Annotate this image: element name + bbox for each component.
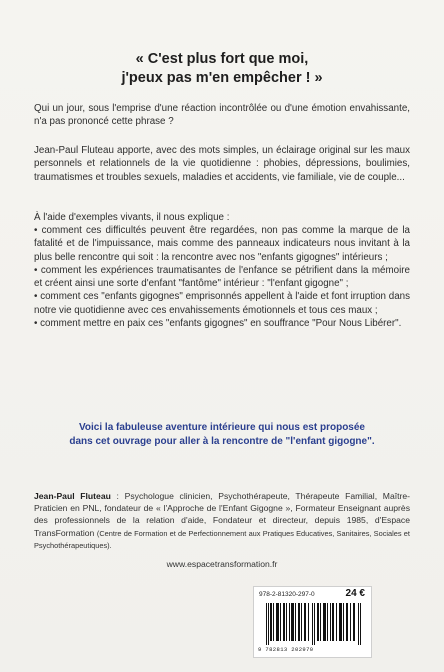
- author-affiliation: (Centre de Formation et de Perfectionnement aux Pratiques Educatives, Sanitaires, Sociales et Psychothérapeutiques).: [34, 528, 410, 551]
- price-tag: 24 €: [345, 588, 365, 599]
- explanation-list: [34, 224, 410, 330]
- description-paragraph: Jean-Paul Fluteau apporte, avec des mots simples, un éclairage original sur les maux personnels et relationnels de la vie quotidienne : phobies, dépressions, boulimies, traumatismes et troubles sexuels, maladies et accidents, vie familiale, vie de couple...: [34, 145, 410, 183]
- headline-quote: [40, 50, 404, 88]
- intro-paragraph: Qui un jour, sous l'emprise d'une réaction incontrôlée ou d'une émotion envahissante, n'a pas prononcé cette phrase ?: [34, 103, 410, 128]
- list-item: • comment ces difficultés peuvent être regardées, non pas comme la marque de la fatalité et de l'impuissance, mais comme des panneaux indicateurs nous invitant à la plus belle rencontre qui soit : la rencontre avec nos "enfants gigognes" intérieurs ;: [34, 225, 410, 263]
- author-bio: [34, 490, 410, 552]
- examples-lead: À l'aide d'exemples vivants, il nous explique :: [34, 212, 230, 223]
- author-description: : Psychologue clinicien, Psychothérapeute, Thérapeute Familial, Maître-Praticien en PNL, fondateur de « l'Approche de l'Enfant Gigogne », Formateur Enseignant auprès des professionnels de la relation d'aide, Fondateur et directeur, depuis 1985, d'Espace TransFormation: [34, 491, 410, 538]
- list-item: • comment les expériences traumatisantes de l'enfance se pétrifient dans la mémoire et créent ainsi une sorte d'enfant "fantôme" intérieur : "l'enfant gigogne" ;: [34, 264, 410, 290]
- list-item: • comment mettre en paix ces "enfants gigognes" en souffrance "Pour Nous Libérer".: [34, 318, 402, 330]
- barcode-icon: [264, 603, 364, 645]
- author-name: Jean-Paul Fluteau: [34, 491, 111, 501]
- website-url: www.espacetransformation.fr: [166, 559, 278, 569]
- highlight-statement: [34, 421, 410, 449]
- headline-line-2: j'peux pas m'en empêcher ! »: [121, 70, 323, 86]
- highlight-line-1: Voici la fabuleuse aventure intérieure qui nous est proposée: [78, 422, 365, 433]
- isbn-text: 978-2-81320-297-0: [259, 591, 315, 598]
- headline-line-1: « C'est plus fort que moi,: [135, 51, 309, 67]
- barcode-number: 9 782813 202970: [258, 646, 314, 653]
- list-item: • comment ces "enfants gigognes" emprisonnés appellent à l'aide et font irruption dans notre vie quotidienne avec ces envahissements émotionnels et tous ces maux ;: [34, 291, 410, 316]
- highlight-line-2: dans cet ouvrage pour aller à la rencontre de "l'enfant gigogne".: [69, 436, 375, 447]
- barcode-label: [253, 586, 372, 658]
